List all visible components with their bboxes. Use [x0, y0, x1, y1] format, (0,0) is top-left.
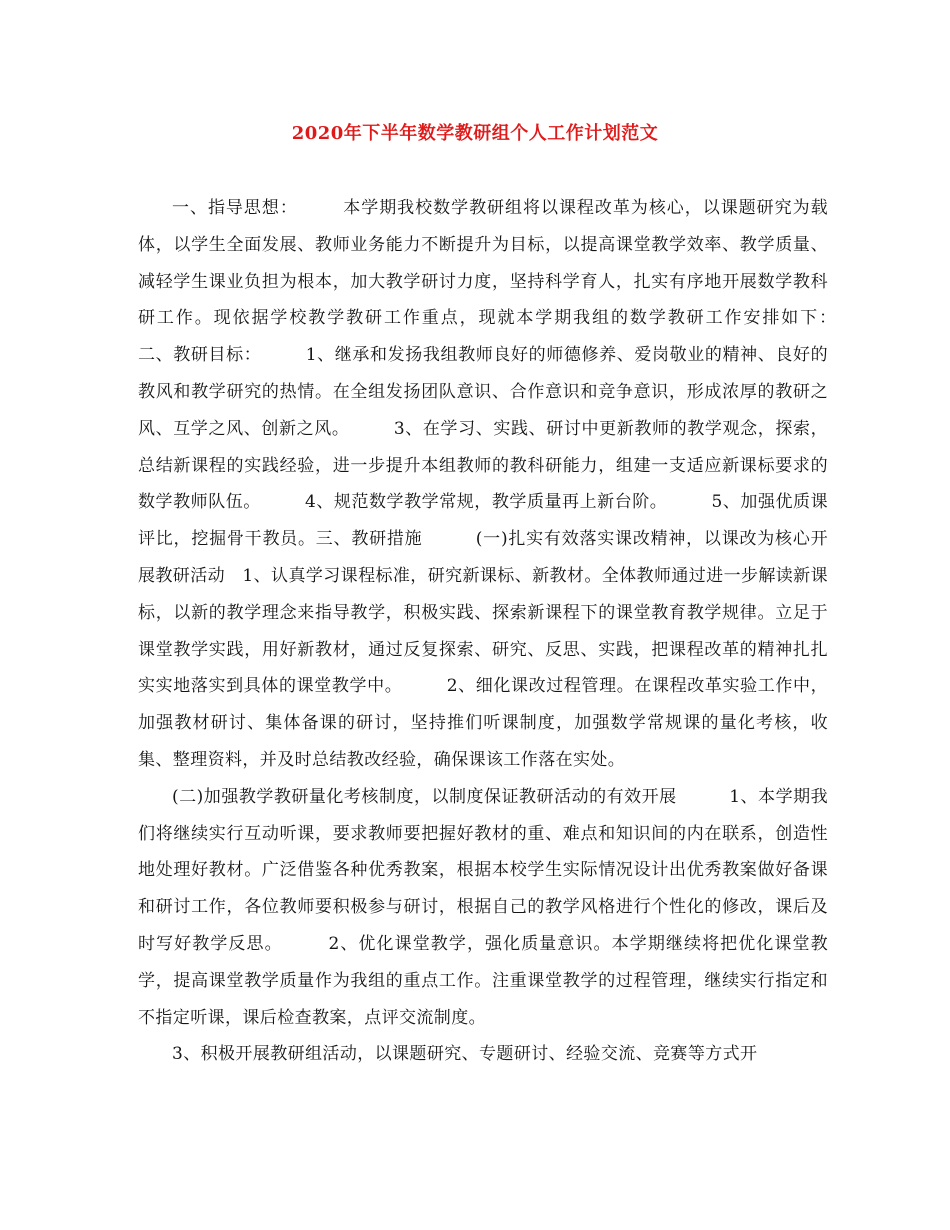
document-title: 2020年下半年数学教研组个人工作计划范文	[291, 123, 659, 144]
paragraph-2: (二)加强教学教研量化考核制度，以制度保证教研活动的有效开展 1、本学期我们将继续实行互动听课，要求教师要把握好教材的重、难点和知识间的内在联系，创造性地处理好教材。广泛借鉴各种优秀教案，根据本校学生实际情况设计出优秀教案做好备课和研讨工作，各位教师要积极参与研讨，根据自己的教学风格进行个性化的修改，课后及时写好教学反思。 2、优化课堂教学，强化质量意识。本学期继续将把优化课堂教学，提高课堂教学质量作为我组的重点工作。注重课堂教学的过程管理，继续实行指定和不指定听课，课后检查教案，点评交流制度。	[138, 786, 828, 1028]
paragraph-1: 一、指导思想： 本学期我校数学教研组将以课程改革为核心，以课题研究为载体，以学生全面发展、教师业务能力不断提升为目标，以提高课堂教学效率、教学质量、减轻学生课业负担为根本，加大教学研讨力度，坚持科学育人，扎实有序地开展数学教科研工作。现依据学校教学教研工作重点，现就本学期我组的数学教研工作安排如下： 二、教研目标： 1、继承和发扬我组教师良好的师德修养、爱岗敬业的精神、良好的教风和教学研究的热情。在全组发扬团队意识、合作意识和竞争意识，形成浓厚的教研之风、互学之风、创新之风。 3、在学习、实践、研讨中更新教师的教学观念，探索，总结新课程的实践经验，进一步提升本组教师的教科研能力，组建一支适应新课标要求的数学教师队伍。 4、规范数学教学常规，教学质量再上新台阶。 5、加强优质课评比，挖掘骨干教员。三、教研措施 (一)扎实有效落实课改精神，以课改为核心开展教研活动 1、认真学习课程标准，研究新课标、新教材。全体教师通过进一步解读新课标，以新的教学理念来指导教学，积极实践、探索新课程下的课堂教育教学规律。立足于课堂教学实践，用好新教材，通过反复探索、研究、反思、实践，把课程改革的精神扎扎实实地落实到具体的课堂教学中。 2、细化课改过程管理。在课程改革实验工作中，加强教材研讨、集体备课的研讨，坚持推们听课制度，加强数学常规课的量化考核，收集、整理资料，并及时总结教改经验，确保课该工作落在实处。	[138, 198, 881, 770]
paragraph-3: 3、积极开展教研组活动，以课题研究、专题研讨、经验交流、竞赛等方式开	[172, 1044, 758, 1065]
document-body	[138, 190, 881, 1073]
